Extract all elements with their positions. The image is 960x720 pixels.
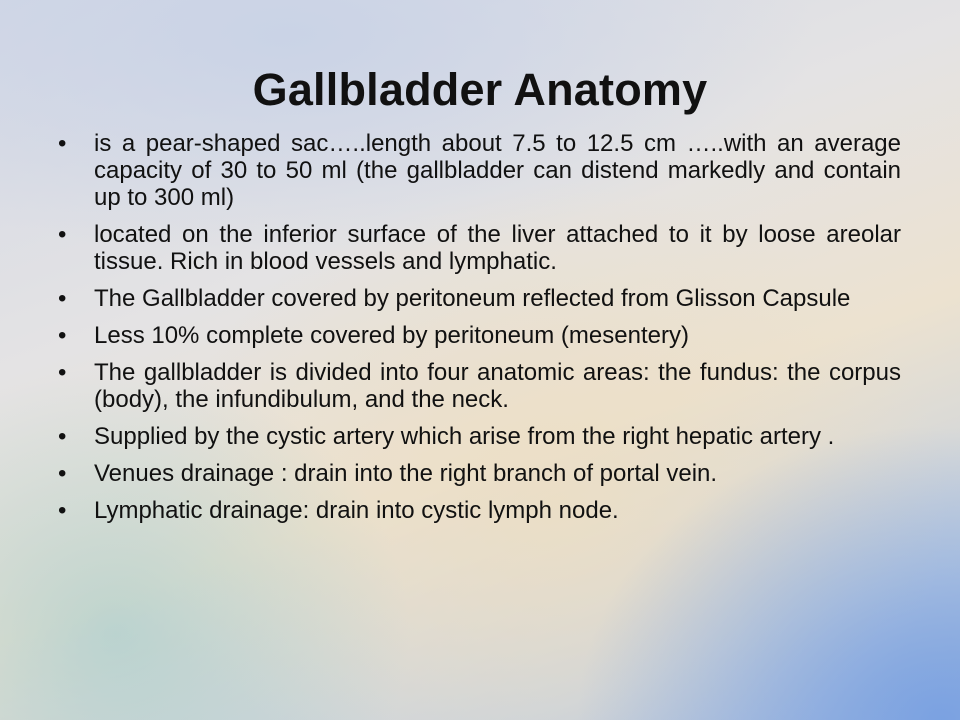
bullet-item: [58, 322, 901, 349]
bullet-marker: •: [58, 460, 67, 487]
bullet-text: located on the inferior surface of the liver attached to it by loose areolar tissue. Rich in blood vessels and lymphatic.: [94, 221, 901, 275]
bullet-item: [58, 497, 901, 524]
bullet-text: Supplied by the cystic artery which arise from the right hepatic artery .: [94, 423, 835, 450]
bullet-item: [58, 130, 901, 211]
bullet-marker: •: [58, 359, 67, 386]
bullet-text: The Gallbladder covered by peritoneum reflected from Glisson Capsule: [94, 285, 851, 312]
bullet-marker: •: [58, 221, 67, 248]
bullet-text: Venues drainage : drain into the right branch of portal vein.: [94, 460, 718, 487]
bullet-marker: •: [58, 322, 67, 349]
bullet-marker: •: [58, 285, 67, 312]
bullet-item: [58, 460, 901, 487]
bullet-marker: •: [58, 423, 67, 450]
bullet-text: The gallbladder is divided into four anatomic areas: the fundus: the corpus (body), the infundibulum, and the neck.: [94, 359, 901, 413]
bullet-item: [58, 285, 901, 312]
bullet-item: [58, 423, 901, 450]
slide-title: Gallbladder Anatomy: [252, 64, 708, 115]
bullet-text: Lymphatic drainage: drain into cystic lymph node.: [94, 497, 619, 524]
bullet-marker: •: [58, 497, 67, 524]
bullet-marker: •: [58, 130, 67, 157]
bullet-text: is a pear-shaped sac…..length about 7.5 to 12.5 cm …..with an average capacity of 30 to 50 ml (the gallbladder can distend markedly and contain up to 300 ml): [94, 130, 901, 211]
bullet-item: [58, 221, 901, 275]
bullet-text: Less 10% complete covered by peritoneum (mesentery): [94, 322, 689, 349]
bullet-list: [58, 130, 901, 534]
bullet-item: [58, 359, 901, 413]
